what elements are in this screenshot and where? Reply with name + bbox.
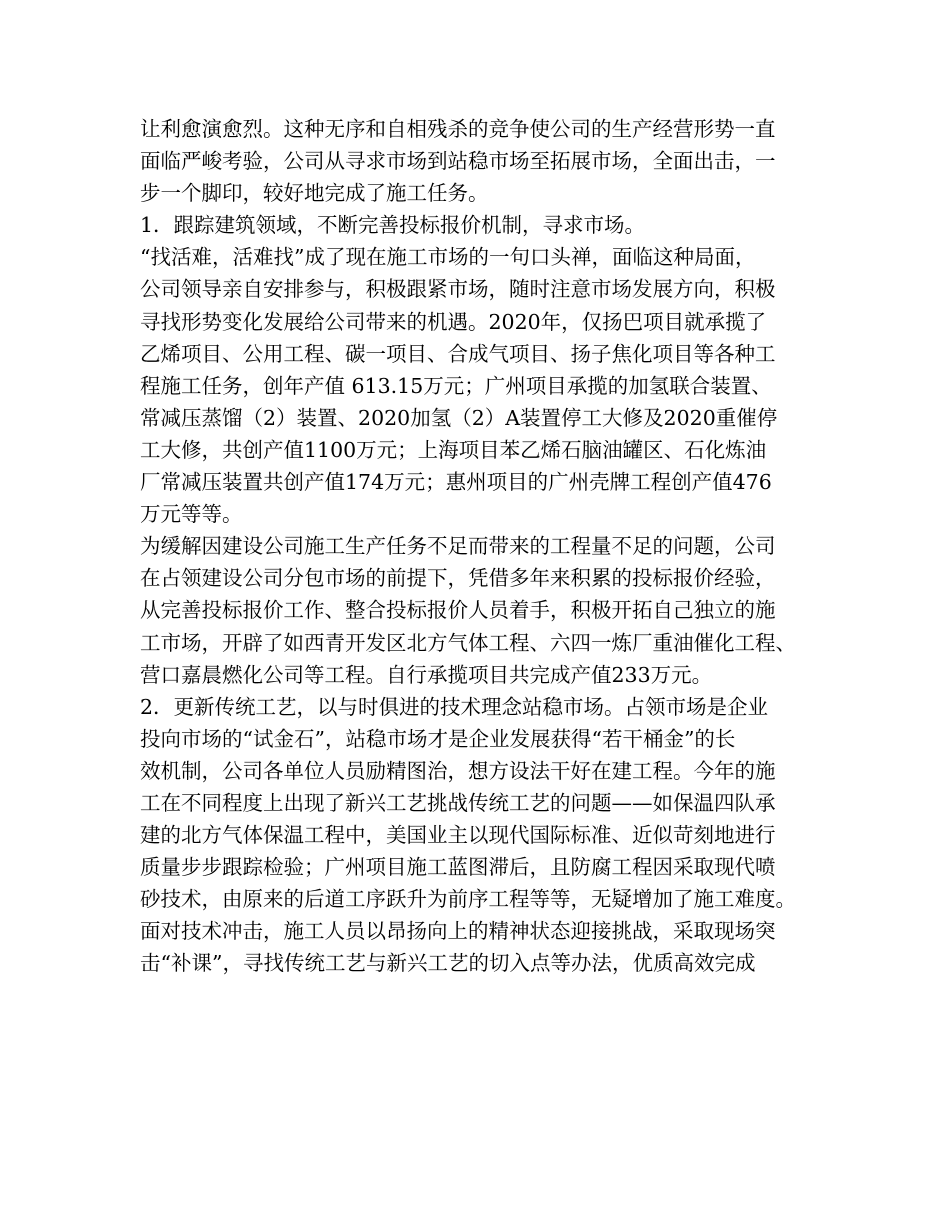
text-line: 程施工任务，创年产值 613.15万元；广州项目承揽的加氢联合装置、: [140, 373, 772, 398]
text-line: 万元等等。: [140, 502, 243, 527]
text-line: 击“补课”，寻找传统工艺与新兴工艺的切入点等办法，优质高效完成: [140, 951, 756, 976]
text-line: 从完善投标报价工作、整合投标报价人员着手，积极开拓自己独立的施: [140, 598, 776, 623]
text-line: 面对技术冲击，施工人员以昂扬向上的精神状态迎接挑战，采取现场突: [140, 919, 776, 944]
text-line: 在占领建设公司分包市场的前提下，凭借多年来积累的投标报价经验，: [140, 566, 776, 591]
section-heading-2: 2．更新传统工艺，以与时俱进的技术理念站稳市场。占领市场是企业: [140, 694, 769, 719]
text-line: 公司领导亲自安排参与，积极跟紧市场，随时注意市场发展方向，积极: [140, 277, 776, 302]
text-line: 工市场，开辟了如西青开发区北方气体工程、六四一炼厂重油催化工程、: [140, 630, 796, 655]
text-line: 工大修，共创产值1100万元；上海项目苯乙烯石脑油罐区、石化炼油: [140, 437, 767, 462]
text-line: 常减压蒸馏（2）装置、2020加氢（2）A装置停工大修及2020重催停: [140, 405, 778, 430]
text-line: 营口嘉晨燃化公司等工程。自行承揽项目共完成产值233万元。: [140, 662, 713, 687]
text-line: 投向市场的“试金石”，站稳市场才是企业发展获得“若干桶金”的长: [140, 726, 736, 751]
text-line: 为缓解因建设公司施工生产任务不足而带来的工程量不足的问题，公司: [140, 534, 776, 559]
text-line: 寻找形势变化发展给公司带来的机遇。2020年，仅扬巴项目就承揽了: [140, 309, 767, 334]
text-line: 工在不同程度上出现了新兴工艺挑战传统工艺的问题——如保温四队承: [140, 790, 776, 815]
body-text: [140, 113, 820, 980]
text-line: “找活难，活难找”成了现在施工市场的一句口头禅，面临这种局面，: [140, 245, 756, 270]
text-line: 让利愈演愈烈。这种无序和自相残杀的竞争使公司的生产经营形势一直: [140, 117, 776, 141]
section-heading-1: 1．跟踪建筑领域，不断完善投标报价机制，寻求市场。: [140, 213, 646, 238]
text-line: 砂技术，由原来的后道工序跃升为前序工程等等，无疑增加了施工难度。: [140, 887, 796, 912]
text-line: 面临严峻考验，公司从寻求市场到站稳市场至拓展市场，全面出击，一: [140, 149, 776, 174]
text-line: 建的北方气体保温工程中，美国业主以现代国际标准、近似苛刻地进行: [140, 823, 776, 848]
text-line: 质量步步跟踪检验；广州项目施工蓝图滞后，且防腐工程因采取现代喷: [140, 855, 776, 880]
text-line: 效机制，公司各单位人员励精图治，想方设法干好在建工程。今年的施: [140, 758, 776, 783]
text-line: 乙烯项目、公用工程、碳一项目、合成气项目、扬子焦化项目等各种工: [140, 341, 776, 366]
text-line: 步一个脚印，较好地完成了施工任务。: [140, 181, 489, 206]
text-line: 厂常减压装置共创产值174万元；惠州项目的广州壳牌工程创产值476: [140, 470, 772, 495]
